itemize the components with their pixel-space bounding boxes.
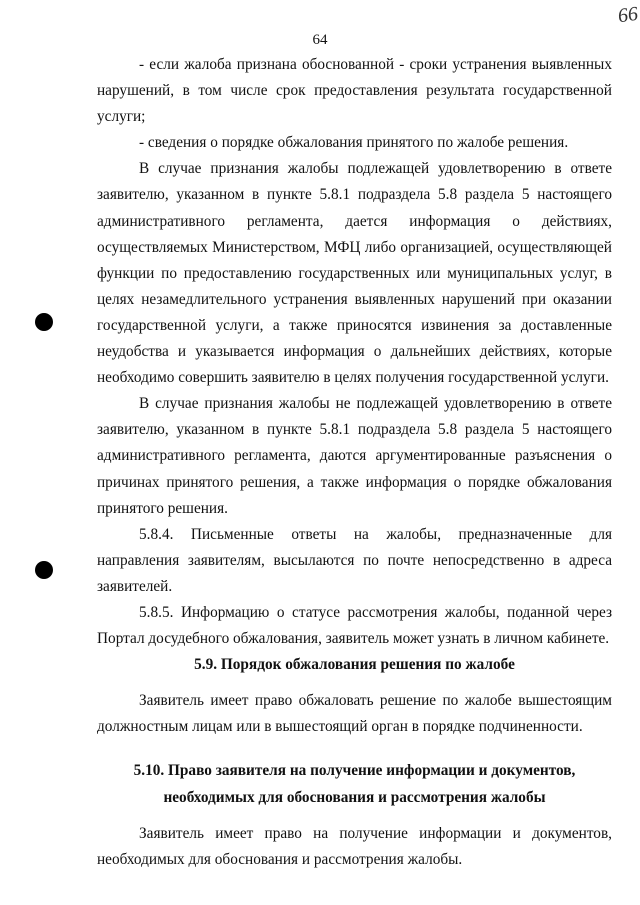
section-heading: 5.9. Порядок обжалования решения по жалобе xyxy=(194,656,515,674)
punch-hole-icon xyxy=(35,561,53,579)
section-heading-line: необходимых для обоснования и рассмотрения жалобы xyxy=(163,788,546,806)
paragraph: В случае признания жалобы не подлежащей удовлетворению в ответе заявителю, указанном в пункте 5.8.1 подраздела 5.8 раздела 5 настоящего административного регламента, даются аргументированные разъяснения о причинах принятого решения, а также информация о порядке обжалования принятого решения. xyxy=(97,395,612,517)
handwritten-page-number: 66 xyxy=(616,2,640,28)
paragraph: - если жалоба признана обоснованной - сроки устранения выявленных нарушений, в том числе срок предоставления результата государственной услуги; xyxy=(97,56,612,126)
paragraph: 5.8.5. Информацию о статусе рассмотрения жалобы, поданной через Портал досудебного обжалования, заявитель может узнать в личном кабинете. xyxy=(97,603,612,648)
paragraph: - сведения о порядке обжалования принятого по жалобе решения. xyxy=(139,134,569,152)
page-number: 64 xyxy=(312,32,328,48)
document-body xyxy=(97,52,612,873)
paragraph: Заявитель имеет право обжаловать решение по жалобе вышестоящим должностным лицам или в вышестоящий орган в порядке подчиненности. xyxy=(97,692,612,736)
paragraph: Заявитель имеет право на получение информации и документов, необходимых для обоснования и рассмотрения жалобы. xyxy=(97,824,612,868)
paragraph: 5.8.4. Письменные ответы на жалобы, предназначенные для направления заявителям, высылаются по почте непосредственно в адреса заявителей. xyxy=(97,525,612,595)
paragraph: В случае признания жалобы подлежащей удовлетворению в ответе заявителю, указанном в пункте 5.8.1 подраздела 5.8 раздела 5 настоящего административного регламента, дается информация о действиях, осуществляемых Министерством, МФЦ либо организацией, осуществляющей функции по предоставлению государственных или муниципальных услуг, в целях незамедлительного устранения выявленных нарушений при оказании государственной услуги, а также приносятся извинения за доставленные неудобства и указывается информация о дальнейших действиях, которые необходимо совершить заявителю в целях получения государственной услуги. xyxy=(97,160,612,387)
section-heading-line: 5.10. Право заявителя на получение информации и документов, xyxy=(133,762,576,780)
punch-hole-icon xyxy=(35,313,53,331)
